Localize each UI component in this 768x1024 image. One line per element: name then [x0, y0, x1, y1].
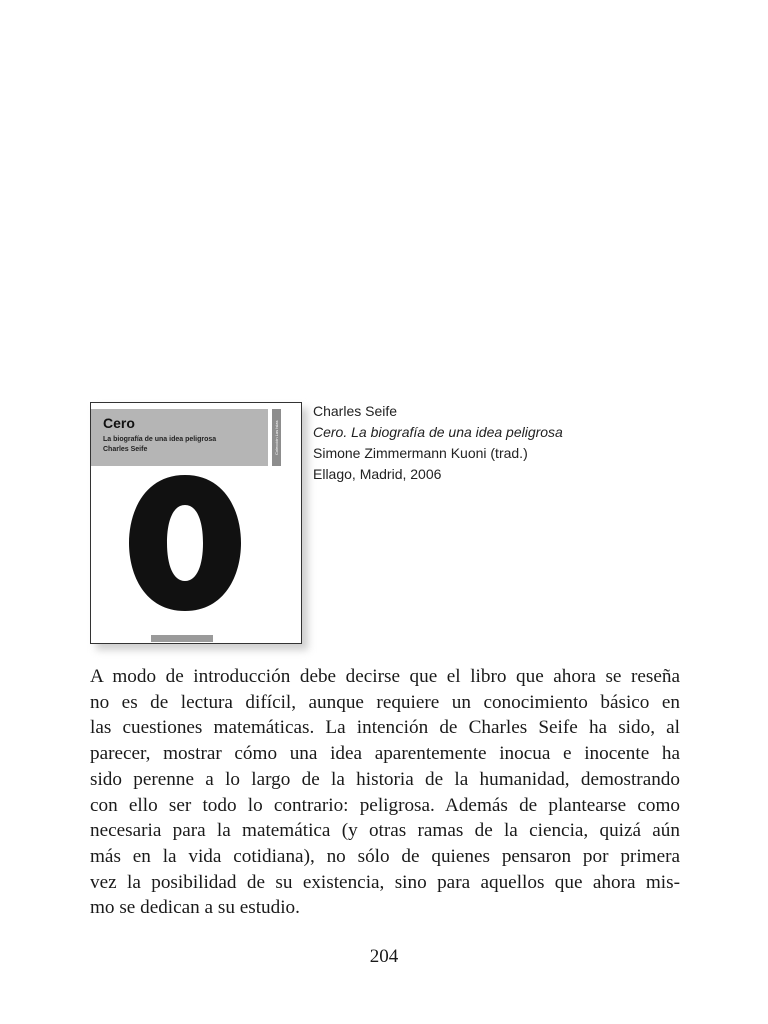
paragraph-line: parecer, mostrar cómo una idea aparentemente inocua e inocente ha [90, 743, 680, 765]
cover-publisher-mark [151, 635, 213, 642]
cover-zero-digit [125, 473, 245, 613]
book-cover [90, 402, 302, 644]
cover-title: Cero [103, 415, 135, 431]
cover-subtitle: La biografía de una idea peligrosa [103, 436, 217, 443]
paragraph-line: mo se dedican a su estudio. [90, 897, 300, 919]
paragraph-line: necesaria para la matemática (y otras ramas de la ciencia, quizá aún [90, 820, 680, 842]
paragraph-line: más en la vida cotidiana), no sólo de quienes pensaron por primera [90, 845, 680, 867]
paragraph-line: A modo de introducción debe decirse que el libro que ahora se reseña [90, 666, 680, 687]
review-paragraph [90, 664, 680, 921]
biblio-translator: Simone Zimmermann Kuoni (trad.) [313, 445, 528, 461]
paragraph-line: las cuestiones matemáticas. La intención de Charles Seife ha sido, al [90, 717, 680, 739]
cover-author: Charles Seife [103, 446, 148, 453]
biblio-author: Charles Seife [313, 403, 398, 419]
cover-spine-text: Colección Las Islas [274, 420, 279, 455]
biblio-publisher: Ellago, Madrid, 2006 [313, 466, 442, 482]
page-number: 204 [369, 946, 399, 967]
paragraph-line: con ello ser todo lo contrario: peligrosa. Además de plantearse como [90, 794, 680, 816]
paragraph-line: sido perenne a lo largo de la historia de la humanidad, demostrando [90, 768, 680, 790]
paragraph-line: vez la posibilidad de su existencia, sino para aquellos que ahora mis- [90, 871, 680, 893]
paragraph-line: no es de lectura difícil, aunque requiere un conocimiento básico en [90, 691, 680, 713]
bibliographic-info [313, 401, 563, 485]
biblio-title: Cero. La biografía de una idea peligrosa [313, 424, 563, 440]
